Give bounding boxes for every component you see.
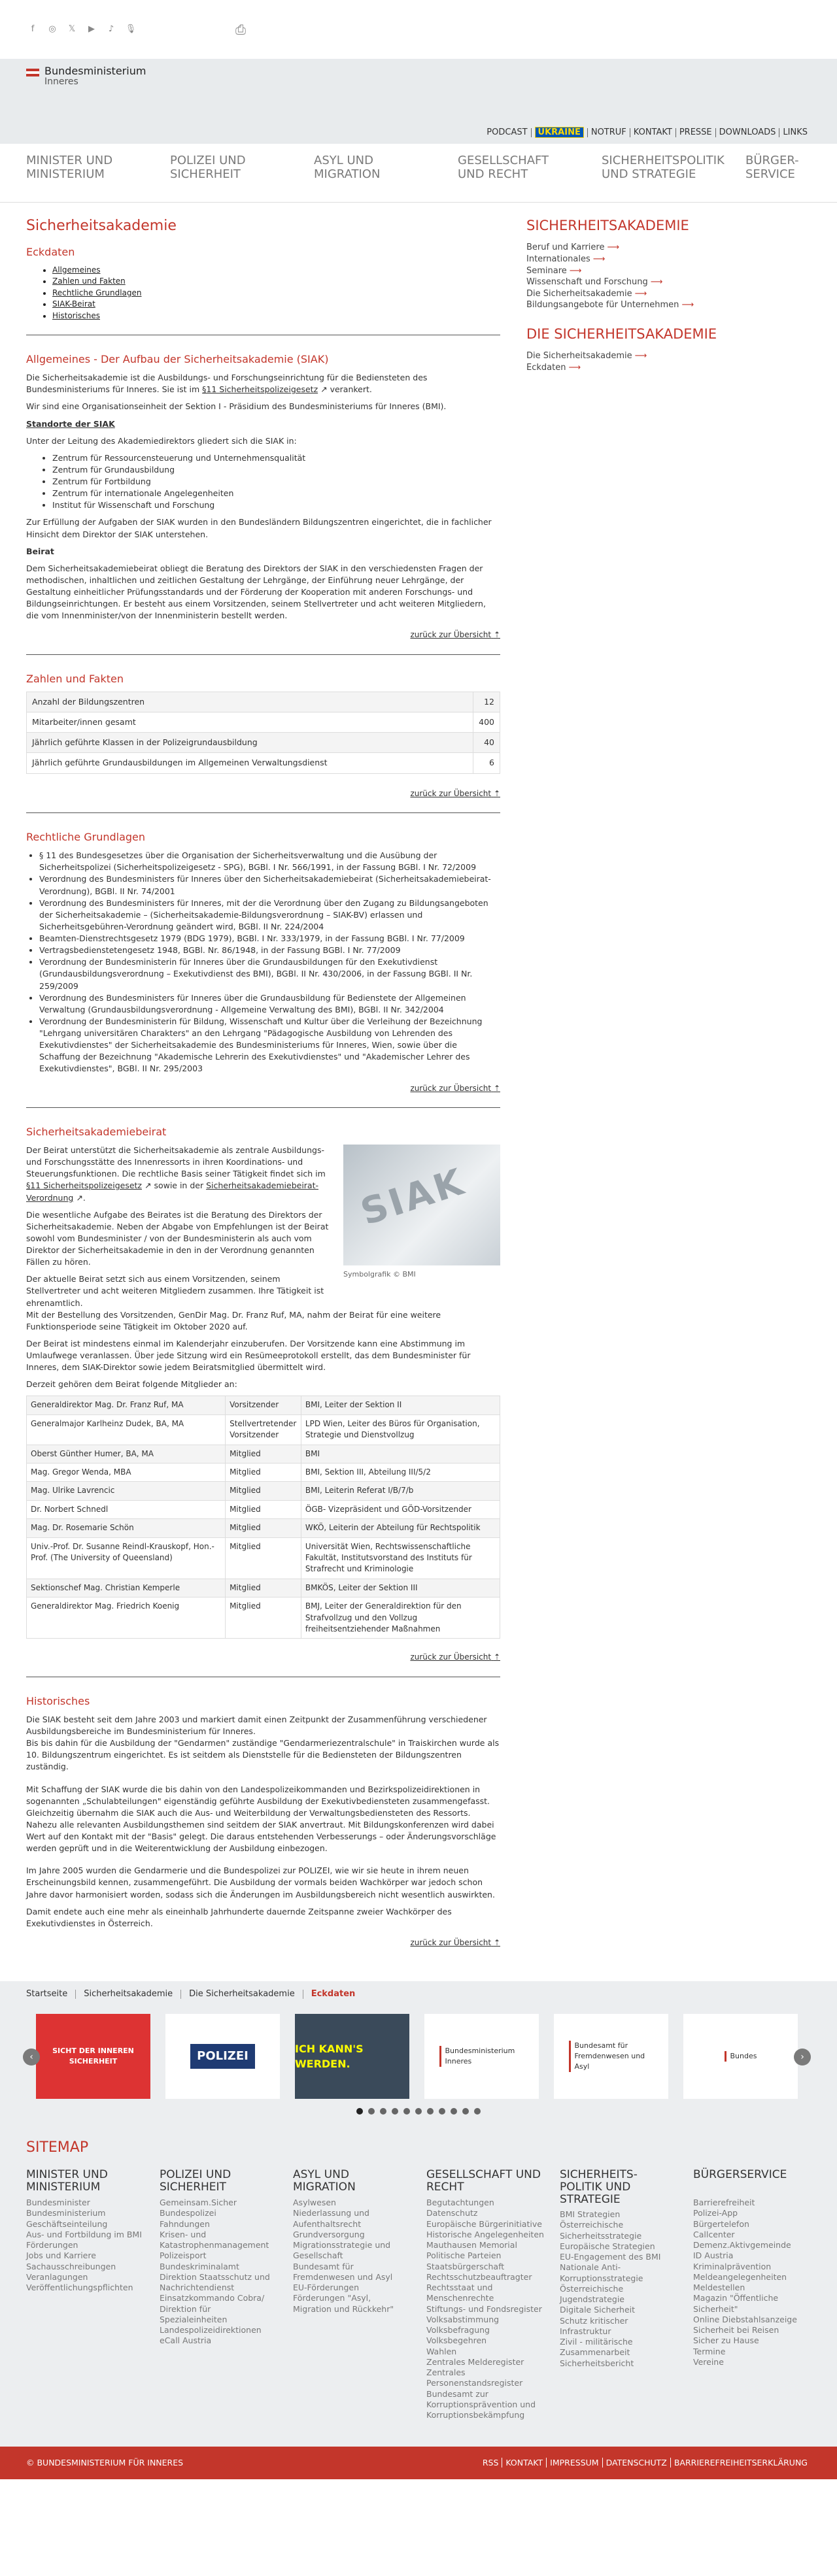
- table-row: [27, 1519, 500, 1537]
- table-row: [27, 1500, 500, 1518]
- hist-p5: Damit endete auch eine mehr als eineinhalb Jahrhunderte dauernde Zeitspanne zweier Wachkörper des Exekutivdienstes in Österreich.: [26, 1906, 452, 1928]
- legal-basis-item: • Verordnung des Bundesministers für Inneres über die Grundausbildung für Bedienstete der Allgemeinen Verwaltung (Grundausbildungsverordnung - Allgemeine Verwaltung des BMI), BGBl. II Nr. 342/2004: [39, 992, 500, 1016]
- carousel-dot[interactable]: [462, 2108, 469, 2115]
- sitemap-link[interactable]: Asylwesen: [293, 2198, 336, 2208]
- sitemap-link[interactable]: EU-Engagement des BMI: [560, 2252, 661, 2262]
- carousel-dot[interactable]: [474, 2108, 481, 2115]
- arrow-right-icon: ⟶: [634, 351, 647, 361]
- zahlen-title: Zahlen und Fakten: [26, 672, 124, 685]
- sitemap: [0, 2131, 837, 2447]
- slide-label: Bundesamt für Fremdenwesen und Asyl: [569, 2041, 654, 2072]
- member-role: Mitglied: [226, 1537, 301, 1579]
- sitemap-link[interactable]: Veranlagungen: [26, 2271, 88, 2282]
- member-role: Mitglied: [226, 1464, 301, 1482]
- table-row: [27, 712, 500, 733]
- sitemap-link[interactable]: Online Diebstahlsanzeige: [693, 2314, 797, 2324]
- austria-flag-icon: [26, 69, 39, 76]
- member-org: BMJ, Leiter der Generaldirektion für den Strafvollzug und den Vollzug freiheitsentziehender Maßnahmen: [301, 1597, 500, 1639]
- member-name: Mag. Gregor Wenda, MBA: [27, 1464, 226, 1482]
- sitemap-link[interactable]: Migrationsstrategie und Gesellschaft: [293, 2240, 391, 2261]
- sitemap-link[interactable]: Bundesamt für Fremdenwesen und Asyl: [293, 2261, 393, 2282]
- arrow-right-icon: ⟶: [650, 277, 663, 288]
- instagram-icon[interactable]: ◎: [48, 24, 56, 34]
- sitemap-link[interactable]: EU-Förderungen: [293, 2283, 360, 2293]
- fact-label: Mitarbeiter/innen gesamt: [27, 712, 473, 733]
- sitemap-link[interactable]: Sachausschreibungen: [26, 2261, 116, 2271]
- member-role: Mitglied: [226, 1579, 301, 1597]
- external-link-icon: ↗: [320, 384, 328, 395]
- hist-p4: Im Jahre 2005 wurden die Gendarmerie und die Bundespolizei zur POLIZEI, wie wir sie heute in ihrem neuen Erscheinungsbild kennen, zusammengeführt. Die Ausbildung der vormals beiden Wachkörper war jedoch schon Jahre davor harmonisiert worden, sodass sich die Änderungen im Ausbildungsbereich nicht wesentlich auswirkten.: [26, 1865, 495, 1899]
- list-item: • Zentrum für Grundausbildung: [52, 464, 500, 476]
- allgemeines-p3: Unter der Leitung des Akademiedirektors gliedert sich die SIAK in:: [26, 435, 297, 446]
- print-icon[interactable]: ⎙: [235, 21, 246, 37]
- fact-value: 400: [473, 712, 500, 733]
- list-item: • Institut für Wissenschaft und Forschung: [52, 499, 500, 511]
- eckdaten-toc: [26, 244, 500, 322]
- tiktok-icon[interactable]: ♪: [108, 24, 114, 34]
- member-org: LPD Wien, Leiter des Büros für Organisation, Strategie und Dienstvollzug: [301, 1414, 500, 1445]
- sitemap-link[interactable]: Bundesminister: [26, 2198, 90, 2208]
- beirat-members-table: [26, 1396, 500, 1639]
- allgemeines-p2: Wir sind eine Organisationseinheit der Sektion I - Präsidium des Bundesministeriums für Inneres (BMI).: [26, 401, 447, 412]
- fact-label: Anzahl der Bildungszentren: [27, 692, 473, 712]
- sitemap-link[interactable]: Staatsbürgerschaft: [426, 2261, 505, 2271]
- slide-label: Bundes: [725, 2051, 757, 2062]
- section-rechtliche: [26, 829, 500, 1094]
- member-name: Mag. Dr. Rosemarie Schön: [27, 1519, 226, 1537]
- sitemap-column: [160, 2169, 277, 2420]
- sitemap-link[interactable]: Bürgertelefon: [693, 2218, 749, 2229]
- footer-link[interactable]: BARRIEREFREIHEITSERKLÄRUNG: [674, 2458, 808, 2468]
- section-zahlen: [26, 671, 500, 799]
- sitemap-link[interactable]: ID Austria: [693, 2250, 734, 2261]
- carousel-slide[interactable]: [424, 2014, 539, 2099]
- siak-image: SIAK: [343, 1145, 500, 1265]
- legal-basis-item: • Verordnung des Bundesministers für Inneres über den Sicherheitsakademiebeirat (Sicherheitsakademiebeirat-Verordnung), BGBl. II Nr. 74/2001: [39, 873, 500, 897]
- utilnav-downloads[interactable]: DOWNLOADS: [716, 128, 780, 137]
- eckdaten-link[interactable]: • Historisches: [52, 310, 500, 322]
- beirat-title: Sicherheitsakademiebeirat: [26, 1125, 167, 1138]
- arrow-up-icon: ⇡: [493, 788, 500, 798]
- arrow-right-icon: ⟶: [607, 243, 620, 253]
- sitemap-link[interactable]: Datenschutz: [426, 2208, 478, 2218]
- sitemap-link[interactable]: Polizeisport: [160, 2250, 207, 2261]
- fact-label: Jährlich geführte Grundausbildungen im Allgemeinen Verwaltungsdienst: [27, 753, 473, 773]
- sitemap-link[interactable]: Krisen- und Katastrophenmanagement: [160, 2229, 269, 2250]
- member-org: BMI, Leiterin Referat I/B/7/b: [301, 1482, 500, 1500]
- x-icon[interactable]: 𝕏: [68, 24, 76, 34]
- mainnav-item[interactable]: POLIZEI UND SICHERHEIT: [170, 154, 246, 181]
- logo-line1: Bundesministerium: [44, 65, 146, 77]
- sitemap-link[interactable]: Wahlen: [426, 2346, 457, 2356]
- carousel-dot[interactable]: [356, 2108, 363, 2115]
- arrow-right-icon: ⟶: [681, 300, 694, 310]
- member-role: Mitglied: [226, 1445, 301, 1463]
- sitemap-link[interactable]: Sicherheit bei Reisen: [693, 2325, 779, 2335]
- carousel-slide[interactable]: [554, 2014, 668, 2099]
- carousel-dot[interactable]: [439, 2108, 445, 2115]
- back-to-top-link[interactable]: zurück zur Übersicht ⇡: [410, 788, 500, 798]
- sitemap-column: [426, 2169, 544, 2420]
- arrow-up-icon: ⇡: [493, 1937, 500, 1947]
- sitemap-heading[interactable]: GESELLSCHAFT UND RECHT: [426, 2168, 541, 2194]
- logo-line2: Inneres: [44, 76, 78, 87]
- spg-link[interactable]: §11 Sicherheitspolizeigesetz: [202, 384, 318, 395]
- table-row: [27, 692, 500, 712]
- sitemap-link[interactable]: Magazin "Öffentliche Sicherheit": [693, 2293, 779, 2314]
- fact-value: 12: [473, 692, 500, 712]
- section-allgemeines: [26, 352, 500, 641]
- sitemap-link[interactable]: Historische Angelegenheiten: [426, 2229, 544, 2239]
- sitemap-link[interactable]: Demenz.Aktivgemeinde: [693, 2240, 791, 2250]
- table-row: [27, 1464, 500, 1482]
- utilnav-podcast[interactable]: PODCAST: [483, 128, 531, 137]
- member-org: Universität Wien, Rechtswissenschaftliche Fakultät, Institutsvorstand des Instituts für Strafrecht und Kriminologie: [301, 1537, 500, 1579]
- sitemap-link[interactable]: Grundversorgung: [293, 2229, 365, 2239]
- back-to-top-link[interactable]: zurück zur Übersicht ⇡: [410, 1937, 500, 1947]
- beirat-subtitle: Beirat: [26, 546, 54, 556]
- sitemap-column: [693, 2169, 811, 2420]
- arrow-up-icon: ⇡: [493, 630, 500, 640]
- carousel-slide[interactable]: [165, 2014, 280, 2099]
- sitemap-column: [293, 2169, 411, 2420]
- table-row: [27, 1537, 500, 1579]
- slide-label: SICHT DER INNEREN SICHERHEIT: [52, 2047, 134, 2066]
- utilnav-links[interactable]: LINKS: [783, 127, 808, 137]
- sitemap-link[interactable]: Einsatzkommando Cobra/ Direktion für Spezialeinheiten: [160, 2293, 265, 2324]
- sitemap-column: [560, 2169, 677, 2420]
- arrow-right-icon: ⟶: [568, 362, 581, 373]
- breadcrumb-item[interactable]: Eckdaten: [311, 1989, 356, 1999]
- sidebar: [526, 216, 811, 1955]
- footer: [0, 2447, 837, 2479]
- member-role: Mitglied: [226, 1500, 301, 1518]
- section-beirat: [26, 1124, 500, 1664]
- legal-basis-item: • Beamten-Dienstrechtsgesetz 1979 (BDG 1979), BGBl. I Nr. 333/1979, in der Fassung BGBl. I Nr. 77/2009: [39, 933, 500, 945]
- table-row: [27, 1482, 500, 1500]
- sitemap-link[interactable]: Politische Parteien: [426, 2250, 502, 2261]
- back-to-top-link[interactable]: zurück zur Übersicht ⇡: [410, 1083, 500, 1093]
- slide-label: POLIZEI: [190, 2044, 255, 2069]
- legal-basis-item: • Verordnung der Bundesministerin für Inneres über die Grundausbildungen für den Exekutivdienst (Grundausbildungsverordnung – Exekutivdienst des BMI), BGBl. II Nr. 430/2006, in der Fassung BGBl. II Nr. 259/2009: [39, 956, 500, 992]
- beirat-p1: Der Beirat unterstützt die Sicherheitsakademie als zentrale Ausbildungs- und Forschungsstätte des Innenressorts in ihren Koordinations- und Steuerungsfunktionen. Die rechtliche Basis seiner Tätigkeit findet sich im §11 Sicherheitspolizeigesetz ↗ sowie in der Sicherheitsakademiebeirat-Verordnung ↗.: [26, 1145, 326, 1203]
- sitemap-link[interactable]: Geschäftseinteilung: [26, 2218, 108, 2229]
- sitemap-link[interactable]: Zentrales Personenstandsregister: [426, 2367, 523, 2388]
- fact-label: Jährlich geführte Klassen in der Polizeigrundausbildung: [27, 733, 473, 753]
- mainnav-item[interactable]: SICHERHEITSPOLITIK UND STRATEGIE: [602, 154, 725, 181]
- footer-link[interactable]: DATENSCHUTZ: [603, 2458, 671, 2467]
- arrow-up-icon: ⇡: [493, 1083, 500, 1093]
- member-org: BMI, Sektion III, Abteilung III/5/2: [301, 1464, 500, 1482]
- carousel-dot[interactable]: [368, 2108, 375, 2115]
- slide-label: Bundesministerium Inneres: [439, 2046, 524, 2067]
- sidebar-title-2: DIE SICHERHEITSAKADEMIE: [526, 326, 717, 342]
- carousel-dot[interactable]: [380, 2108, 386, 2115]
- external-link-icon: ↗: [144, 1180, 152, 1191]
- sitemap-link[interactable]: Aus- und Fortbildung im BMI: [26, 2229, 142, 2239]
- utilnav-notruf[interactable]: NOTRUF: [588, 128, 630, 137]
- historisches-title: Historisches: [26, 1694, 90, 1707]
- utilnav-ukraine[interactable]: [532, 128, 588, 137]
- sitemap-link[interactable]: Fahndungen: [160, 2218, 210, 2229]
- youtube-icon[interactable]: ▶: [88, 24, 95, 34]
- slide-label: ICH KANN'S WERDEN.: [295, 2043, 364, 2071]
- footer-link[interactable]: RSS: [479, 2458, 503, 2467]
- sidebar-link[interactable]: Bildungsangebote für Unternehmen ⟶: [526, 300, 694, 310]
- arrow-up-icon: ⇡: [493, 1652, 500, 1662]
- sitemap-link[interactable]: Rechtsstaat und Menschenrechte: [426, 2283, 494, 2303]
- sitemap-link[interactable]: Volksbefragung: [426, 2325, 490, 2335]
- back-to-top-link[interactable]: zurück zur Übersicht ⇡: [410, 630, 500, 640]
- list-item: • Zentrum für internationale Angelegenheiten: [52, 488, 500, 499]
- sitemap-link[interactable]: Bundesamt zur Korruptionsprävention und Korruptionsbekämpfung: [426, 2388, 536, 2420]
- legal-basis-item: • Verordnung der Bundesministerin für Bildung, Wissenschaft und Kultur über die Verleihung der Bezeichnung "Lehrgang universitären Charakters" an den Lehrgang "Pädagogische Ausbildung von Lehrenden des Exekutivdienstes" der Sicherheitsakademie des Bundesministeriums für Inneres, Wien, sowie über die Schaffung der Bezeichnung "Akademische Lehrerin des Exekutivdienstes" und "Akademischer Lehrer des Exekutivdienstes", BGBl. II Nr. 295/2003: [39, 1016, 500, 1075]
- carousel-dot[interactable]: [451, 2108, 457, 2115]
- sitemap-link[interactable]: BMI Strategien: [560, 2209, 621, 2220]
- footer-link[interactable]: IMPRESSUM: [547, 2458, 602, 2467]
- allgemeines-p5: Dem Sicherheitsakademiebeirat obliegt die Beratung des Direktors der SIAK in den verschiedensten Fragen der methodischen, inhaltlichen und zeitlichen Gestaltung der Lehrgänge, der Einführung neuer Lehrgänge, der Gestaltung einheitlicher Prüfungsstandards und der Förderung der Kooperation mit anderen Forschungs- und Bildungseinrichtungen. Er besteht aus einem Vorsitzenden, seinem Stellvertreter und acht weiteren Mitgliedern, die vom Innenminister/von der Innenministerin bestellt werden.: [26, 563, 486, 621]
- sitemap-link[interactable]: Bundespolizei: [160, 2208, 216, 2218]
- allgemeines-p4: Zur Erfüllung der Aufgaben der SIAK wurden in den Bundesländern Bildungszentren eingerichtet, die in fachlicher Hinsicht dem Direktor der SIAK unterstehen.: [26, 517, 492, 539]
- site-header: [0, 59, 837, 144]
- fact-value: 40: [473, 733, 500, 753]
- allgemeines-p1: Die Sicherheitsakademie ist die Ausbildungs- und Forschungseinrichtung für die Bediensteten des Bundesministeriums für Inneres. Sie ist im §11 Sicherheitspolizeigesetz ↗ verankert.: [26, 373, 428, 395]
- allgemeines-title: Allgemeines - Der Aufbau der Sicherheitsakademie (SIAK): [26, 353, 329, 366]
- member-role: Mitglied: [226, 1482, 301, 1500]
- table-row: [27, 1579, 500, 1597]
- legal-basis-item: • Vertragsbedienstetengesetz 1948, BGBl. Nr. 86/1948, in der Fassung BGBl. I Nr. 77/2009: [39, 945, 500, 956]
- table-row: [27, 753, 500, 773]
- sitemap-link[interactable]: Gemeinsam.Sicher: [160, 2198, 237, 2208]
- arrow-right-icon: ⟶: [634, 288, 647, 299]
- mainnav-item[interactable]: ASYL UND MIGRATION: [314, 154, 381, 181]
- sitemap-link[interactable]: Barrierefreiheit: [693, 2198, 755, 2208]
- sitemap-heading[interactable]: MINISTER UND MINISTERIUM: [26, 2168, 108, 2194]
- breadcrumb-item[interactable]: Sicherheitsakademie: [76, 1990, 181, 1999]
- sitemap-link[interactable]: Termine: [693, 2346, 726, 2356]
- sitemap-link[interactable]: Veröffentlichungspflichten: [26, 2283, 133, 2293]
- sitemap-link[interactable]: Europäische Bürgerinitiative: [426, 2218, 542, 2229]
- sitemap-link[interactable]: Vereine: [693, 2356, 724, 2367]
- sitemap-link[interactable]: Polizei-App: [693, 2208, 738, 2218]
- sitemap-link[interactable]: Rechtsschutzbeauftragter: [426, 2271, 532, 2282]
- sitemap-link[interactable]: Bundesministerium: [26, 2208, 106, 2218]
- logo[interactable]: [26, 65, 146, 87]
- sitemap-link[interactable]: Kriminalprävention: [693, 2261, 772, 2271]
- sitemap-heading[interactable]: POLIZEI UND SICHERHEIT: [160, 2168, 231, 2194]
- sitemap-link[interactable]: Sicher zu Hause: [693, 2335, 759, 2346]
- sitemap-link[interactable]: Nationale Anti-Korruptionsstrategie: [560, 2262, 643, 2283]
- carousel-next-button[interactable]: ›: [794, 2049, 811, 2066]
- main-nav: [0, 144, 837, 203]
- sitemap-link[interactable]: Landespolizeidirektionen: [160, 2325, 262, 2335]
- sitemap-link[interactable]: Jobs und Karriere: [26, 2250, 96, 2261]
- page-title: Sicherheitsakademie: [26, 218, 177, 234]
- social-links: [26, 23, 137, 36]
- member-name: Oberst Günther Humer, BA, MA: [27, 1445, 226, 1463]
- breadcrumb-item[interactable]: Startseite: [26, 1990, 76, 1999]
- sitemap-link[interactable]: eCall Austria: [160, 2335, 212, 2346]
- member-name: Dr. Norbert Schnedl: [27, 1500, 226, 1518]
- table-row: [27, 733, 500, 753]
- member-org: BMKÖS, Leiter der Sektion III: [301, 1579, 500, 1597]
- sitemap-link[interactable]: Meldeangelegenheiten: [693, 2271, 787, 2282]
- copyright: © BUNDESMINISTERIUM FÜR INNERES: [26, 2458, 184, 2468]
- utilnav-kontakt[interactable]: KONTAKT: [630, 128, 676, 137]
- member-org: BMI: [301, 1445, 500, 1463]
- list-item: • Zentrum für Fortbildung: [52, 476, 500, 488]
- image-caption: Symbolgrafik © BMI: [343, 1270, 416, 1279]
- arrow-right-icon: ⟶: [592, 254, 606, 264]
- sitemap-link[interactable]: Callcenter: [693, 2229, 735, 2239]
- member-role: Vorsitzender: [226, 1396, 301, 1414]
- sitemap-link[interactable]: Förderungen "Asyl, Migration und Rückkehr": [293, 2293, 394, 2314]
- sidebar-link[interactable]: Beruf und Karriere ⟶: [526, 243, 620, 253]
- sitemap-link[interactable]: Stiftungs- und Fondsregister: [426, 2303, 542, 2314]
- carousel-dot[interactable]: [392, 2108, 398, 2115]
- sidebar-link[interactable]: Die Sicherheitsakademie ⟶: [526, 351, 647, 361]
- sidebar-link[interactable]: Die Sicherheitsakademie ⟶: [526, 288, 647, 299]
- facts-table: [26, 692, 500, 774]
- fact-value: 6: [473, 753, 500, 773]
- eckdaten-link[interactable]: • SIAK-Beirat: [52, 299, 500, 310]
- partner-carousel: [0, 2007, 837, 2131]
- sitemap-link[interactable]: Niederlassung und Aufenthaltsrecht: [293, 2208, 369, 2229]
- footer-link[interactable]: KONTAKT: [502, 2458, 547, 2467]
- beirat-p4: Der Beirat ist mindestens einmal im Kalenderjahr einzuberufen. Der Vorsitzende kann eine Abstimmung im Umlaufwege veranlassen. Über jede Sitzung wird ein Resümeeprotokoll erstellt, das dem Bundesminister für Inneres, dem SIAK-Direktor sowie jedem Beiratsmitglied übermittelt wird.: [26, 1338, 471, 1373]
- external-link-icon: ↗: [76, 1192, 83, 1203]
- hist-p3: Mit Schaffung der SIAK wurde die bis dahin von den Landespolizeikommanden und Bezirkspolizeidirektionen in sogenannten „Schulabteilungen" eigenständig geführte Ausbildung der Exekutivbediensteten zusammengefasst. Gleichzeitig übernahm die SIAK auch die Aus- und Weiterbildung der Verwaltungsbediensteten des Ressorts. Nahezu alle relevanten Ausbildungsthemen sind seitdem der SIAK anvertraut. Mit Bildungskonferenzen wird dabei Wert auf den Kontakt mit der "Basis" gelegt. Die daraus entstehenden Verbesserungs – oder Änderungsvorschläge werden geprüft und in die Weiterentwicklung der Ausbildung einbezogen.: [26, 1784, 496, 1854]
- eckdaten-link[interactable]: • Zahlen und Fakten: [52, 276, 500, 287]
- sitemap-heading[interactable]: ASYL UND MIGRATION: [293, 2168, 356, 2194]
- member-org: ÖGB- Vizepräsident und GÖD-Vorsitzender: [301, 1500, 500, 1518]
- sitemap-link[interactable]: Sicherheitsbericht: [560, 2358, 634, 2368]
- carousel-slide[interactable]: [36, 2014, 150, 2099]
- carousel-prev-button[interactable]: ‹: [23, 2049, 40, 2066]
- member-role: Mitglied: [226, 1519, 301, 1537]
- sidebar-link[interactable]: Wissenschaft und Forschung ⟶: [526, 277, 663, 288]
- beirat-p5: Derzeit gehören dem Beirat folgende Mitglieder an:: [26, 1379, 237, 1390]
- sitemap-link[interactable]: Digitale Sicherheit: [560, 2305, 636, 2315]
- sitemap-link[interactable]: Zivil - militärische Zusammenarbeit: [560, 2337, 633, 2358]
- carousel-dot[interactable]: [403, 2108, 410, 2115]
- podcast-icon[interactable]: 🎙: [125, 24, 137, 34]
- legal-basis-item: • Verordnung des Bundesministers für Inneres, mit der die Verordnung über den Zugang zu Bildungsangeboten der Sicherheitsakademie – (Sicherheitsakademie-Bildungsverordnung – SIAK-BV) erlassen und Sicherheitsgebühren-Verordnung geändert wird, BGBl. II Nr. 224/2004: [39, 897, 500, 933]
- sidebar-link[interactable]: Eckdaten ⟶: [526, 362, 581, 373]
- sitemap-link[interactable]: Mauthausen Memorial: [426, 2240, 517, 2250]
- sidebar-link[interactable]: Seminare ⟶: [526, 265, 582, 276]
- beirat-p3: Der aktuelle Beirat setzt sich aus einem Vorsitzenden, seinem Stellvertreter und acht weiteren Mitgliedern zusammen. Ihre Tätigkeit ist ehrenamtlich. Mit der Bestellung des Vorsitzenden, GenDir Mag. Dr. Franz Ruf, MA, nahm der Beirat für eine weitere Funktionsperiode seine Tätigkeit im Oktober 2020 auf.: [26, 1274, 441, 1331]
- member-org: BMI, Leiter der Sektion II: [301, 1396, 500, 1414]
- eckdaten-link[interactable]: • Rechtliche Grundlagen: [52, 288, 500, 299]
- table-row: [27, 1445, 500, 1463]
- mainnav-item[interactable]: BÜRGER-SERVICE: [745, 154, 799, 181]
- breadcrumb-item[interactable]: Die Sicherheitsakademie: [181, 1990, 303, 1999]
- table-row: [27, 1414, 500, 1445]
- member-name: Generaldirektor Mag. Dr. Franz Ruf, MA: [27, 1396, 226, 1414]
- hist-p1: Die SIAK besteht seit dem Jahre 2003 und markiert damit einen Zeitpunkt der Zusammenführung verschiedener Ausbildungsbereiche im Bundesministerium für Inneres. Bis bis dahin für die Ausbildung der "Gendarmen" zuständige "Gendarmeriezentralschule" in Traiskirchen wurde als 10. Bildungszentrum eingerichtet. Es ist seitdem als Dienststelle für die Bediensteten der Bildungszentren zuständig.: [26, 1714, 500, 1772]
- member-name: Mag. Ulrike Lavrencic: [27, 1482, 226, 1500]
- sitemap-link[interactable]: Europäische Strategien: [560, 2241, 655, 2251]
- member-name: Sektionschef Mag. Christian Kemperle: [27, 1579, 226, 1597]
- beirat-figure: [343, 1145, 500, 1280]
- beirat-p2: Die wesentliche Aufgabe des Beirates ist die Beratung des Direktors der Sicherheitsakademie. Neben der Abgabe von Empfehlungen ist der Beirat sowohl vom Bundesminister / von der Bundesministerin als auch vom Direktor der Sicherheitsakademie in den in der Verordnung genannten Fällen zu hören.: [26, 1209, 329, 1267]
- sitemap-link[interactable]: Österreichische Sicherheitsstrategie: [560, 2220, 642, 2241]
- sitemap-link[interactable]: Volksbegehren: [426, 2335, 487, 2346]
- sitemap-link[interactable]: Zentrales Melderegister: [426, 2356, 524, 2367]
- breadcrumb: [0, 1981, 837, 2007]
- sidebar-title-1: SICHERHEITSAKADEMIE: [526, 218, 689, 233]
- member-name: Generalmajor Karlheinz Dudek, BA, MA: [27, 1414, 226, 1445]
- eckdaten-title: Eckdaten: [26, 245, 75, 258]
- facebook-icon[interactable]: f: [31, 24, 35, 34]
- sitemap-link[interactable]: Österreichische Jugendstrategie: [560, 2283, 624, 2305]
- arrow-right-icon: ⟶: [569, 265, 582, 276]
- utility-nav: [483, 128, 811, 137]
- ukraine-badge: UKRAINE: [535, 127, 584, 138]
- spg-link[interactable]: §11 Sicherheitspolizeigesetz: [26, 1180, 142, 1191]
- carousel-dot[interactable]: [427, 2108, 434, 2115]
- eckdaten-link[interactable]: • Allgemeines: [52, 265, 500, 276]
- sitemap-heading[interactable]: BÜRGERSERVICE: [693, 2168, 787, 2182]
- member-name: Generaldirektor Mag. Friedrich Koenig: [27, 1597, 226, 1639]
- member-role: Stellvertretender Vorsitzender: [226, 1414, 301, 1445]
- sitemap-link[interactable]: Volksabstimmung: [426, 2314, 500, 2324]
- main-content: [26, 216, 500, 1955]
- mainnav-item[interactable]: MINISTER UND MINISTERIUM: [26, 154, 113, 181]
- beirat-verordnung-link[interactable]: Sicherheitsakademiebeirat-Verordnung: [26, 1180, 319, 1203]
- sitemap-link[interactable]: Begutachtungen: [426, 2198, 494, 2208]
- carousel-dot[interactable]: [415, 2108, 422, 2115]
- list-item: • Zentrum für Ressourcensteuerung und Unternehmensqualität: [52, 452, 500, 464]
- sitemap-column: [26, 2169, 144, 2420]
- sidebar-link[interactable]: Internationales ⟶: [526, 254, 606, 264]
- carousel-slide[interactable]: [683, 2014, 798, 2099]
- sitemap-link[interactable]: Direktion Staatsschutz und Nachrichtendienst: [160, 2271, 270, 2293]
- sitemap-link[interactable]: Förderungen: [26, 2240, 78, 2250]
- sitemap-title: SITEMAP: [26, 2139, 89, 2156]
- sitemap-link[interactable]: Bundeskriminalamt: [160, 2261, 239, 2271]
- sitemap-link[interactable]: Schutz kritischer Infrastruktur: [560, 2315, 628, 2336]
- member-name: Univ.-Prof. Dr. Susanne Reindl-Krauskopf, Hon.-Prof. (The University of Queensland): [27, 1537, 226, 1579]
- back-to-top-link[interactable]: zurück zur Übersicht ⇡: [410, 1652, 500, 1662]
- sitemap-link[interactable]: Meldestellen: [693, 2283, 745, 2293]
- rechtliche-title: Rechtliche Grundlagen: [26, 830, 146, 843]
- table-row: [27, 1396, 500, 1414]
- mainnav-item[interactable]: GESELLSCHAFT UND RECHT: [458, 154, 549, 181]
- carousel-slide[interactable]: [295, 2014, 409, 2099]
- standorte-link[interactable]: Standorte der SIAK: [26, 418, 115, 429]
- utilnav-presse[interactable]: PRESSE: [676, 128, 716, 137]
- member-role: Mitglied: [226, 1597, 301, 1639]
- top-bar: [0, 0, 837, 59]
- section-historisches: [26, 1694, 500, 1949]
- table-row: [27, 1597, 500, 1639]
- legal-basis-item: • § 11 des Bundesgesetzes über die Organisation der Sicherheitsverwaltung und die Ausübung der Sicherheitspolizei (Sicherheitspolizeigesetz - SPG), BGBl. I Nr. 566/1991, in der Fassung BGBl. I Nr. 72/2009: [39, 850, 500, 873]
- member-org: WKÖ, Leiterin der Abteilung für Rechtspolitik: [301, 1519, 500, 1537]
- sitemap-heading[interactable]: SICHERHEITS-POLITIK UND STRATEGIE: [560, 2168, 638, 2206]
